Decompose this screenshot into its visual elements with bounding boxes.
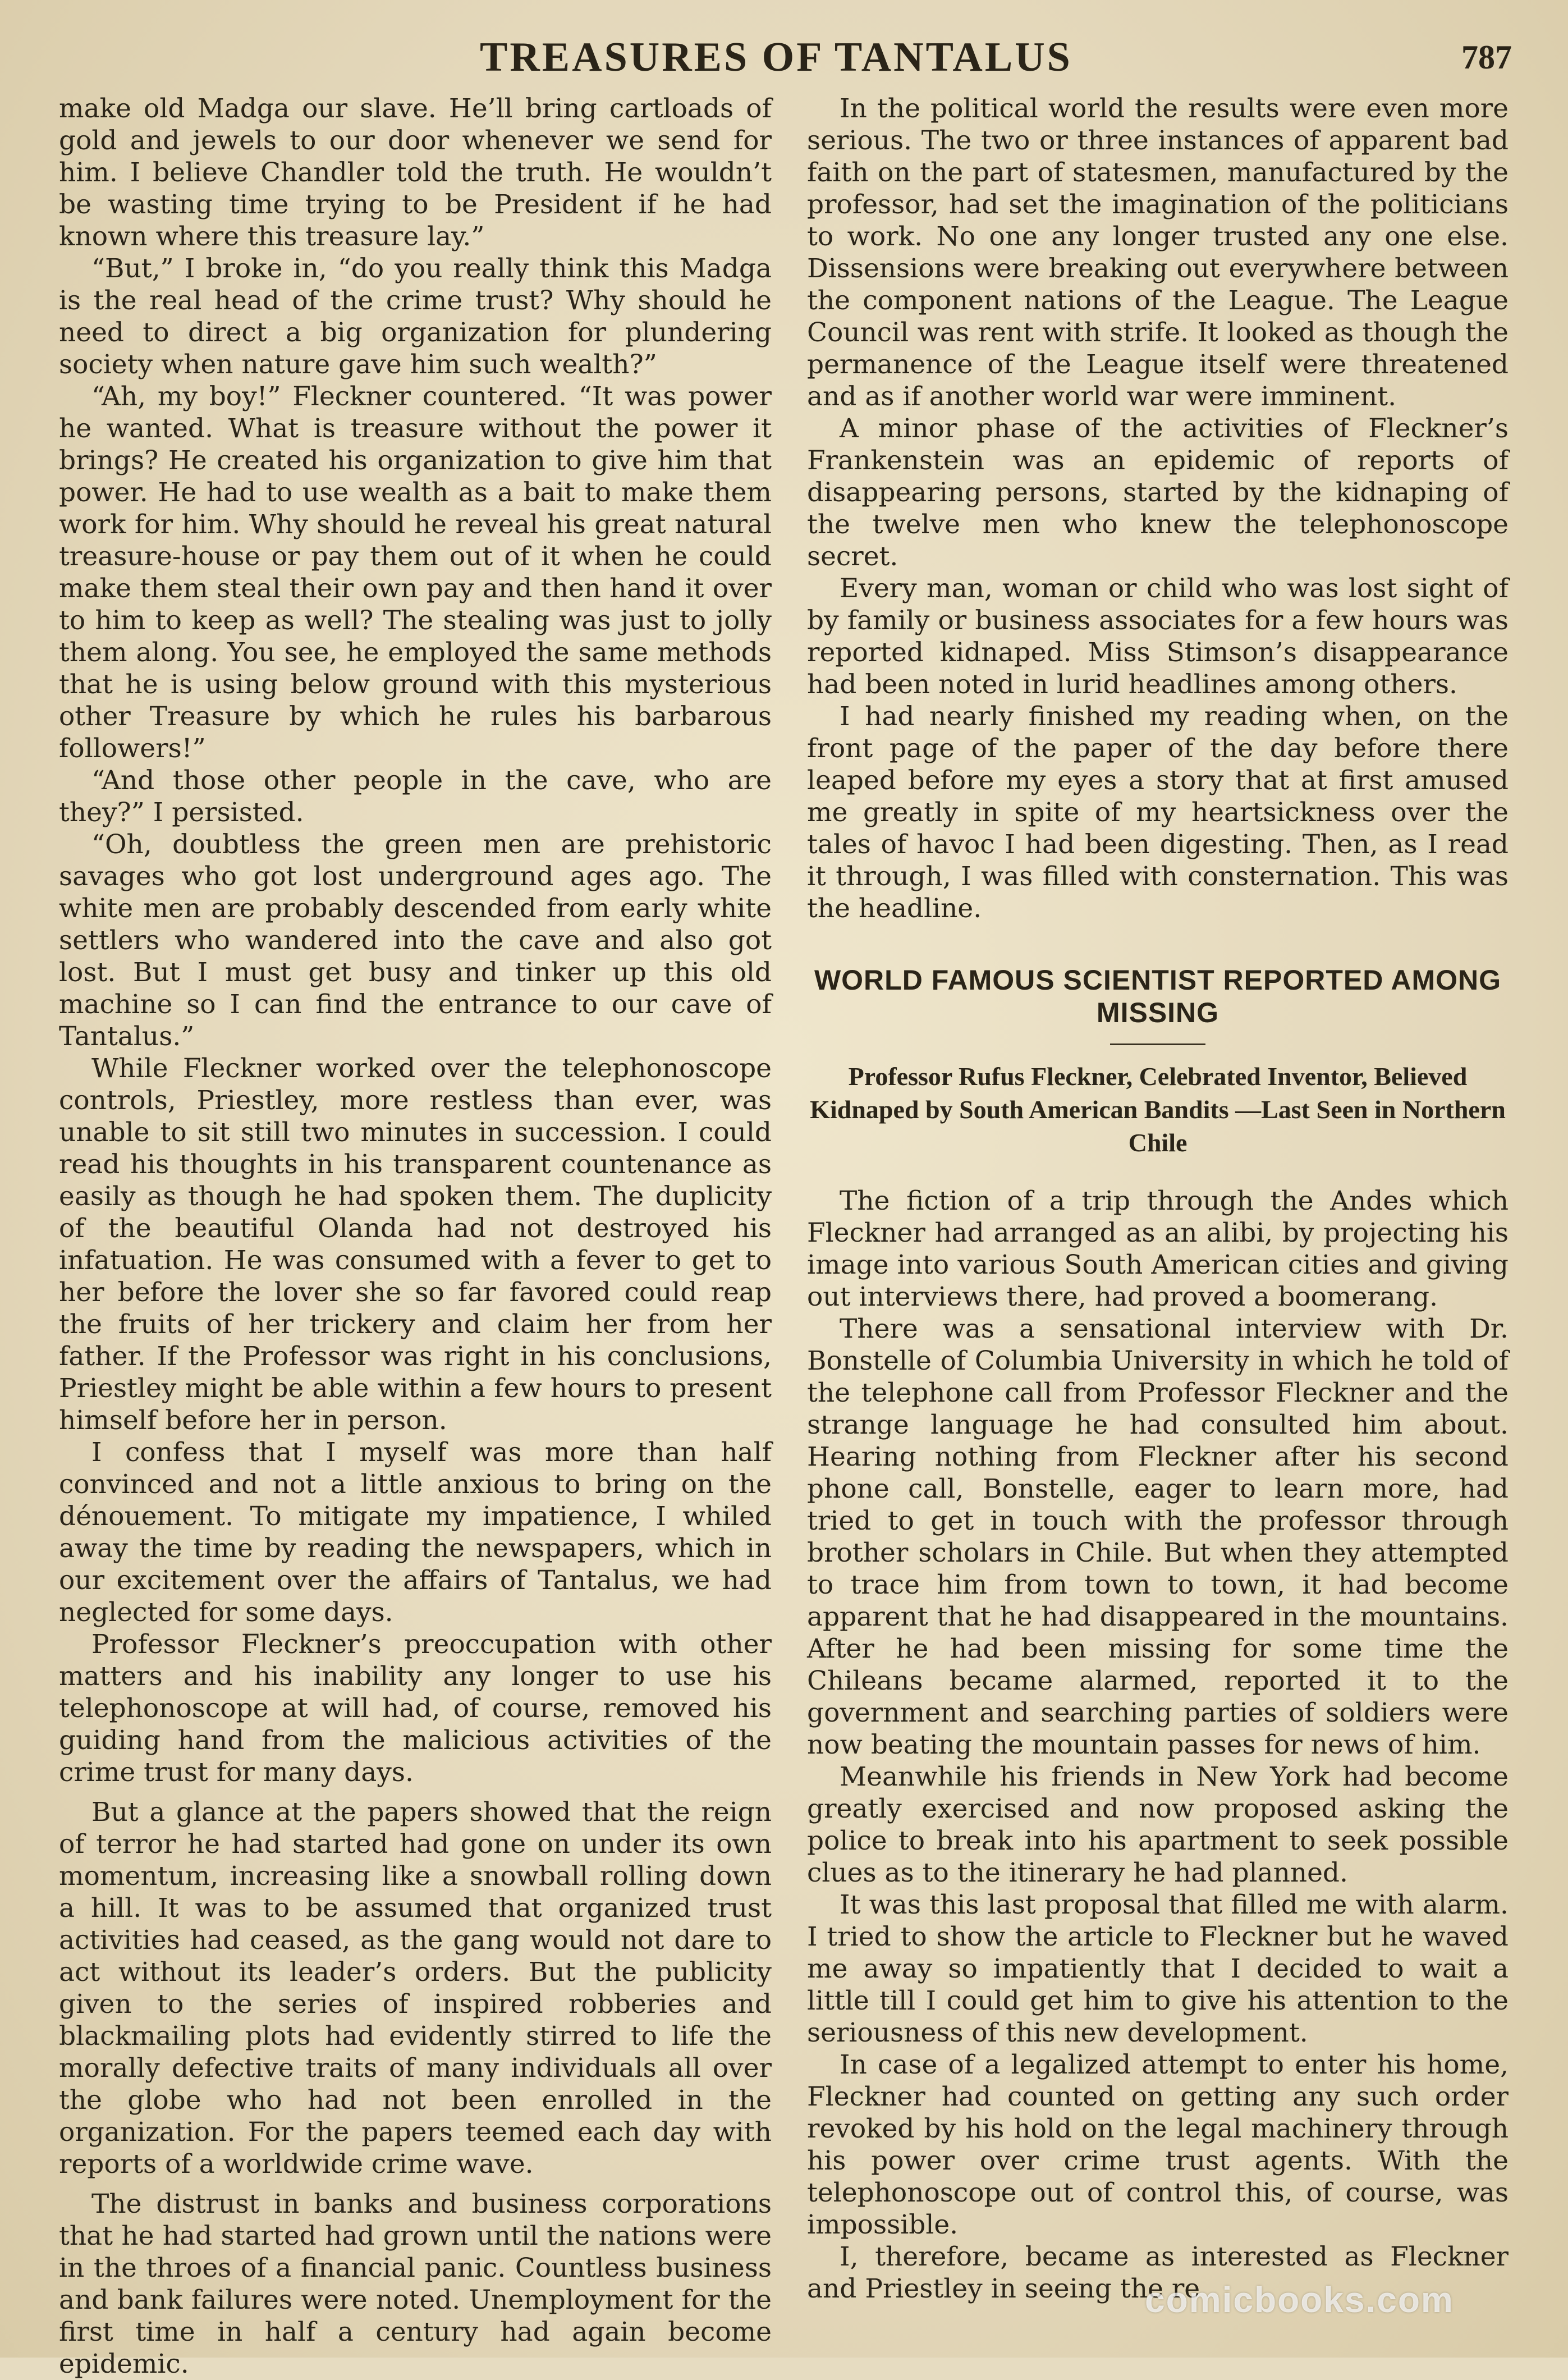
paragraph: I confess that I myself was more than half convinced and not a little anxious to bring on the dénouement. To mitigate my impatience, I whiled away the time by reading the newspapers, which in our excitement over the affairs of Tantalus, we had neglected for some days. xyxy=(59,1437,772,1628)
paragraph: It was this last proposal that filled me with alarm. I tried to show the article to Fleckner but he waved me away so impatiently that I decided to wait a little till I could get him to give his attention to the seriousness of this new development. xyxy=(807,1889,1509,2048)
paragraph: make old Madga our slave. He’ll bring cartloads of gold and jewels to our door whenever we send for him. I believe Chandler told the truth. He wouldn’t be wasting time trying to be President if he had known where this treasure lay.” xyxy=(59,93,772,252)
paragraph: But a glance at the papers showed that the reign of terror he had started had gone on under its own momentum, increasing like a snowball rolling down a hill. It was to be assumed that organized trust activities had ceased, as the gang would not dare to act without its leader’s orders. But the publicity given to the series of inspired robberies and blackmailing plots had evidently stirred to life the morally defective traits of many individuals all over the globe who had not been enrolled in the organization. For the papers teemed each day with reports of a worldwide crime wave. xyxy=(59,1797,772,2180)
page-number: 787 xyxy=(1461,39,1512,76)
paragraph: In case of a legalized attempt to enter his home, Fleckner had counted on getting any such order revoked by his hold on the legal machinery through his power over crime trust agents. With the telephonoscope out of control this, of course, was impossible. xyxy=(807,2049,1509,2240)
article-subheadline: Professor Rufus Fleckner, Celebrated Inventor, Believed Kidnaped by South American Bandits —Last Seen in Northern Chile xyxy=(810,1062,1506,1157)
paragraph: There was a sensational interview with Dr. Bonstelle of Columbia University in which he told of the telephone call from Professor Fleckner and the strange language he had consulted him about. Hearing nothing from Fleckner after his second phone call, Bonstelle, eager to learn more, had tried to get in touch with the professor through brother scholars in Chile. But when they attempted to trace him from town to town, it had become apparent that he had disappeared in the mountains. After he had been missing for some time the Chileans became alarmed, reported it to the government and searching parties of soldiers were now beating the mountain passes for news of him. xyxy=(807,1313,1509,1760)
paragraph: Professor Fleckner’s preoccupation with other matters and his inability any longer to use his telephonoscope at will had, of course, removed his guiding hand from the malicious activities of the crime trust for many days. xyxy=(59,1629,772,1788)
right-column xyxy=(807,93,1509,2305)
paragraph: I, therefore, became as interested as Fleckner and Priestley in seeing the re xyxy=(807,2241,1509,2304)
watermark: comicbooks.com xyxy=(1145,2280,1454,2320)
paragraph: The distrust in banks and business corporations that he had started had grown until the nations were in the throes of a financial panic. Countless business and bank failures were noted. Unemployment for the first time in half a century had again become epidemic. xyxy=(59,2189,772,2379)
left-column xyxy=(59,93,772,2380)
paragraph: Meanwhile his friends in New York had become greatly exercised and now proposed asking the police to break into his apartment to seek possible clues as to the itinerary he had planned. xyxy=(807,1761,1509,1888)
paragraph: “Oh, doubtless the green men are prehistoric savages who got lost underground ages ago. The white men are probably descended from early white settlers who wandered into the cave and also got lost. But I must get busy and tinker up this old machine so I can find the entrance to our cave of Tantalus.” xyxy=(59,829,772,1052)
paragraph: While Fleckner worked over the telephonoscope controls, Priestley, more restless than ever, was unable to sit still two minutes in succession. I could read his thoughts in his transparent countenance as easily as though he had spoken them. The duplicity of the beautiful Olanda had not destroyed his infatuation. He was consumed with a fever to get to her before the lover she so far favored could reap the fruits of her trickery and claim her from her father. If the Professor was right in his conclusions, Priestley might be able within a few hours to present himself before her in person. xyxy=(59,1053,772,1436)
paragraph: A minor phase of the activities of Fleckner’s Frankenstein was an epidemic of reports of disappearing persons, started by the kidnaping of the twelve men who knew the telephonoscope secret. xyxy=(807,413,1509,572)
paragraph: Every man, woman or child who was lost sight of by family or business associates for a few hours was reported kidnaped. Miss Stimson’s disappearance had been noted in lurid headlines among others. xyxy=(807,573,1509,700)
paragraph: “And those other people in the cave, who are they?” I persisted. xyxy=(59,765,772,828)
running-title: TREASURES OF TANTALUS xyxy=(480,34,1072,80)
article-headline: WORLD FAMOUS SCIENTIST REPORTED AMONG MISSING xyxy=(814,964,1502,1028)
paragraph: “But,” I broke in, “do you really think this Madga is the real head of the crime trust? Why should he need to direct a big organization for plundering society when nature gave him such wealth?” xyxy=(59,253,772,380)
page-header xyxy=(0,29,1568,85)
paragraph: I had nearly finished my reading when, on the front page of the paper of the day before there leaped before my eyes a story that at first amused me greatly in spite of my heartsickness over the tales of havoc I had been digesting. Then, as I read it through, I was filled with consternation. This was the headline. xyxy=(807,701,1509,924)
paragraph: “Ah, my boy!” Fleckner countered. “It was power he wanted. What is treasure without the power it brings? He created his organization to give him that power. He had to use wealth as a bait to make them work for him. Why should he reveal his great natural treasure-house or pay them out of it when he could make them steal their own pay and then hand it over to him to keep as well? The stealing was just to jolly them along. You see, he employed the same methods that he is using below ground with this mysterious other Treasure by which he rules his barbarous followers!” xyxy=(59,381,772,764)
headline-divider xyxy=(1110,1043,1205,1045)
paragraph: The fiction of a trip through the Andes which Fleckner had arranged as an alibi, by projecting his image into various South American cities and giving out interviews there, had proved a boomerang. xyxy=(807,1186,1509,1312)
paragraph: In the political world the results were even more serious. The two or three instances of apparent bad faith on the part of statesmen, manufactured by the professor, had set the imagination of the politicians to work. No one any longer trusted any one else. Dissensions were breaking out everywhere between the component nations of the League. The League Council was rent with strife. It looked as though the permanence of the League itself were threatened and as if another world war were imminent. xyxy=(807,93,1509,412)
